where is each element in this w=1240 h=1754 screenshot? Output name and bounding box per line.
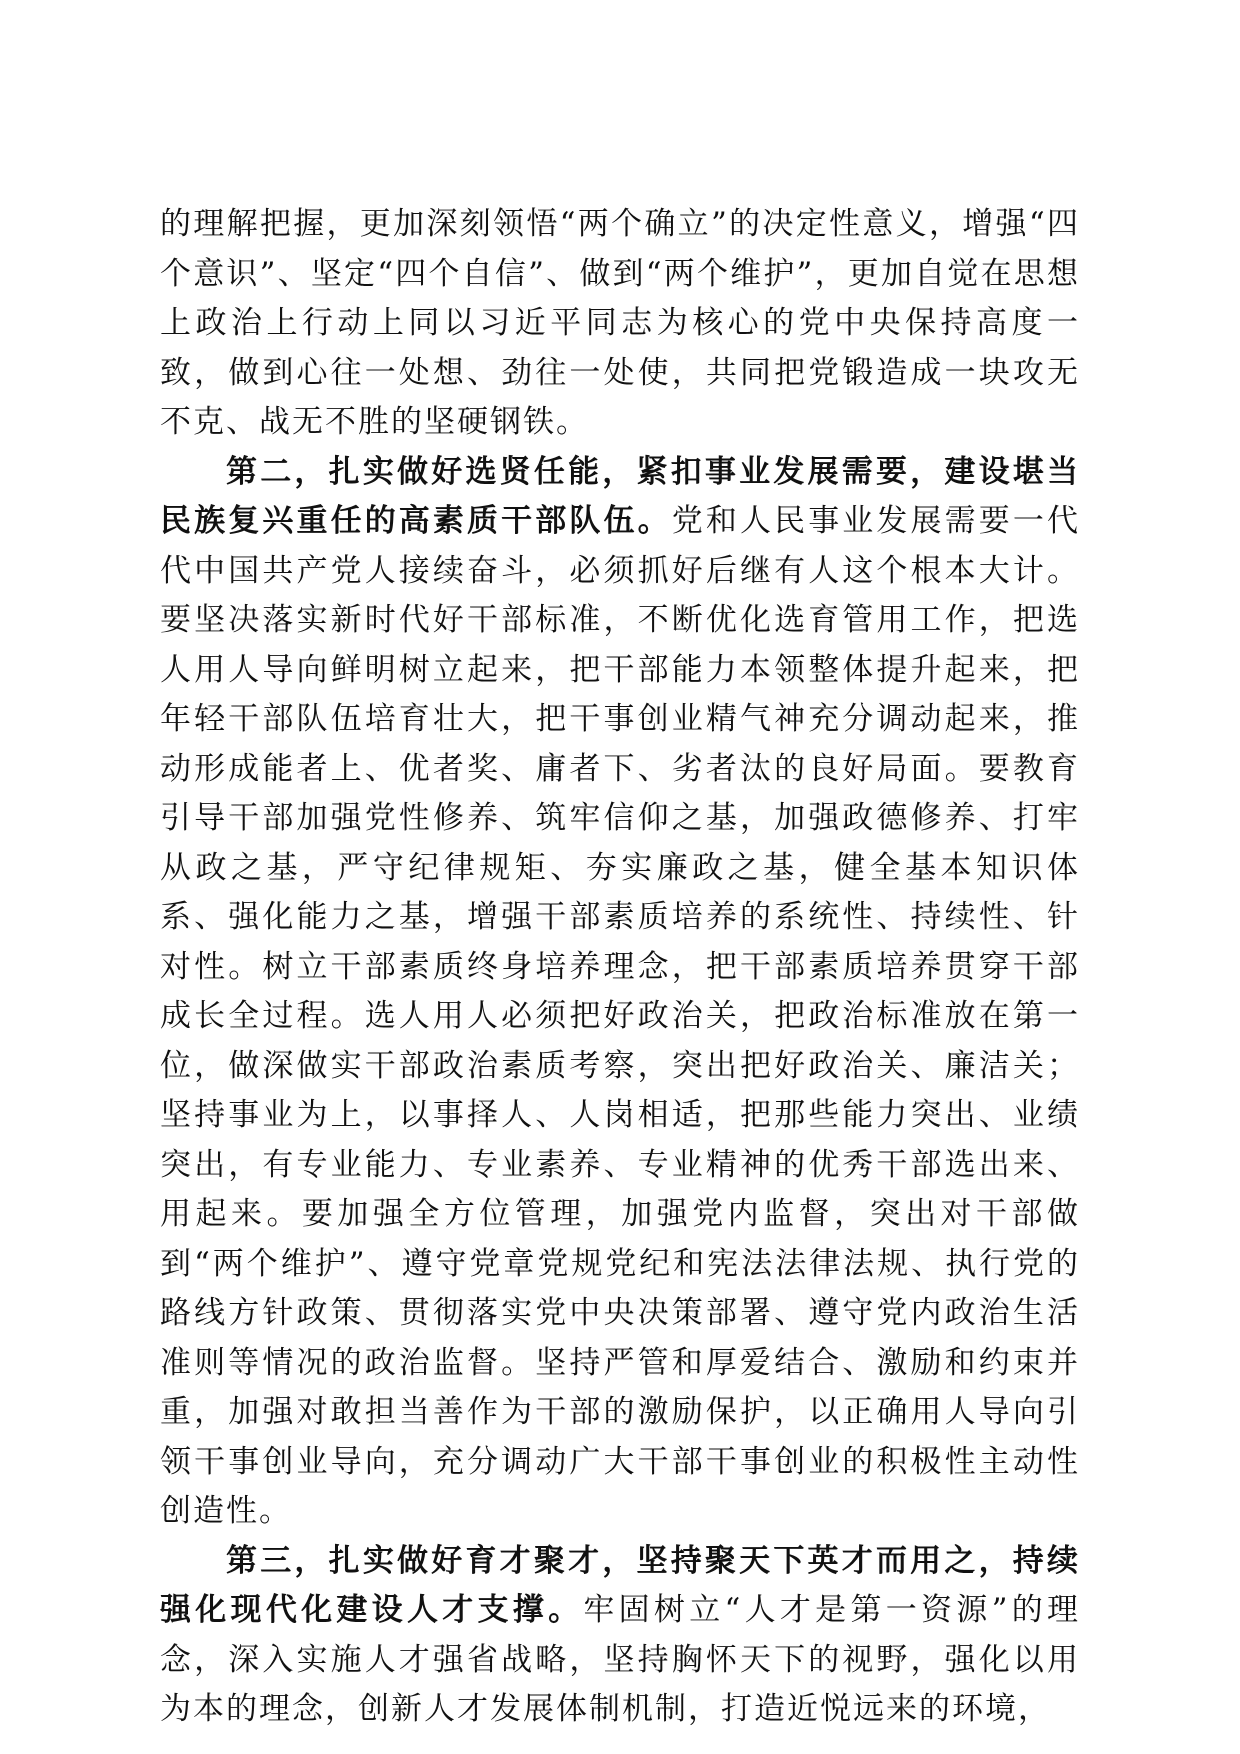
paragraph-continuation [160, 200, 1080, 448]
paragraph-body: 的理解把握，更加深刻领悟“两个确立”的决定性意义，增强“四个意识”、坚定“四个自信”、做到“两个维护”，更加自觉在思想上政治上行动上同以习近平同志为核心的党中央保持高度一致，做到心往一处想、劲往一处使，共同把党锻造成一块攻无不克、战无不胜的坚硬钢铁。 [160, 206, 1080, 440]
document-page [160, 200, 1080, 1735]
paragraph-body: 牢固树立“人才是第一资源”的理念，深入实施人才强省战略，坚持胸怀天下的视野，强化以用为本的理念，创新人才发展体制机制，打造近悦远来的环境， [160, 1592, 1080, 1727]
paragraph-third-point [160, 1537, 1080, 1735]
paragraph-heading: 第二，扎实做好选贤任能，紧扣事业发展需要，建设堪当民族复兴重任的高素质干部队伍。 [160, 453, 1080, 539]
paragraph-body: 党和人民事业发展需要一代代中国共产党人接续奋斗，必须抓好后继有人这个根本大计。要坚决落实新时代好干部标准，不断优化选育管用工作，把选人用人导向鲜明树立起来，把干部能力本领整体提升起来，把年轻干部队伍培育壮大，把干事创业精气神充分调动起来，推动形成能者上、优者奖、庸者下、劣者汰的良好局面。要教育引导干部加强党性修养、筑牢信仰之基，加强政德修养、打牢从政之基，严守纪律规矩、夯实廉政之基，健全基本知识体系、强化能力之基，增强干部素质培养的系统性、持续性、针对性。树立干部素质终身培养理念，把干部素质培养贯穿干部成长全过程。选人用人必须把好政治关，把政治标准放在第一位，做深做实干部政治素质考察，突出把好政治关、廉洁关；坚持事业为上，以事择人、人岗相适，把那些能力突出、业绩突出，有专业能力、专业素养、专业精神的优秀干部选出来、用起来。要加强全方位管理，加强党内监督，突出对干部做到“两个维护”、遵守党章党规党纪和宪法法律法规、执行党的路线方针政策、贯彻落实党中央决策部署、遵守党内政治生活准则等情况的政治监督。坚持严管和厚爱结合、激励和约束并重，加强对敢担当善作为干部的激励保护，以正确用人导向引领干事创业导向，充分调动广大干部干事创业的积极性主动性创造性。 [160, 503, 1081, 1529]
paragraph-heading: 第三，扎实做好育才聚才，坚持聚天下英才而用之，持续强化现代化建设人才支撑。 [160, 1542, 1080, 1628]
paragraph-second-point [160, 448, 1080, 1537]
